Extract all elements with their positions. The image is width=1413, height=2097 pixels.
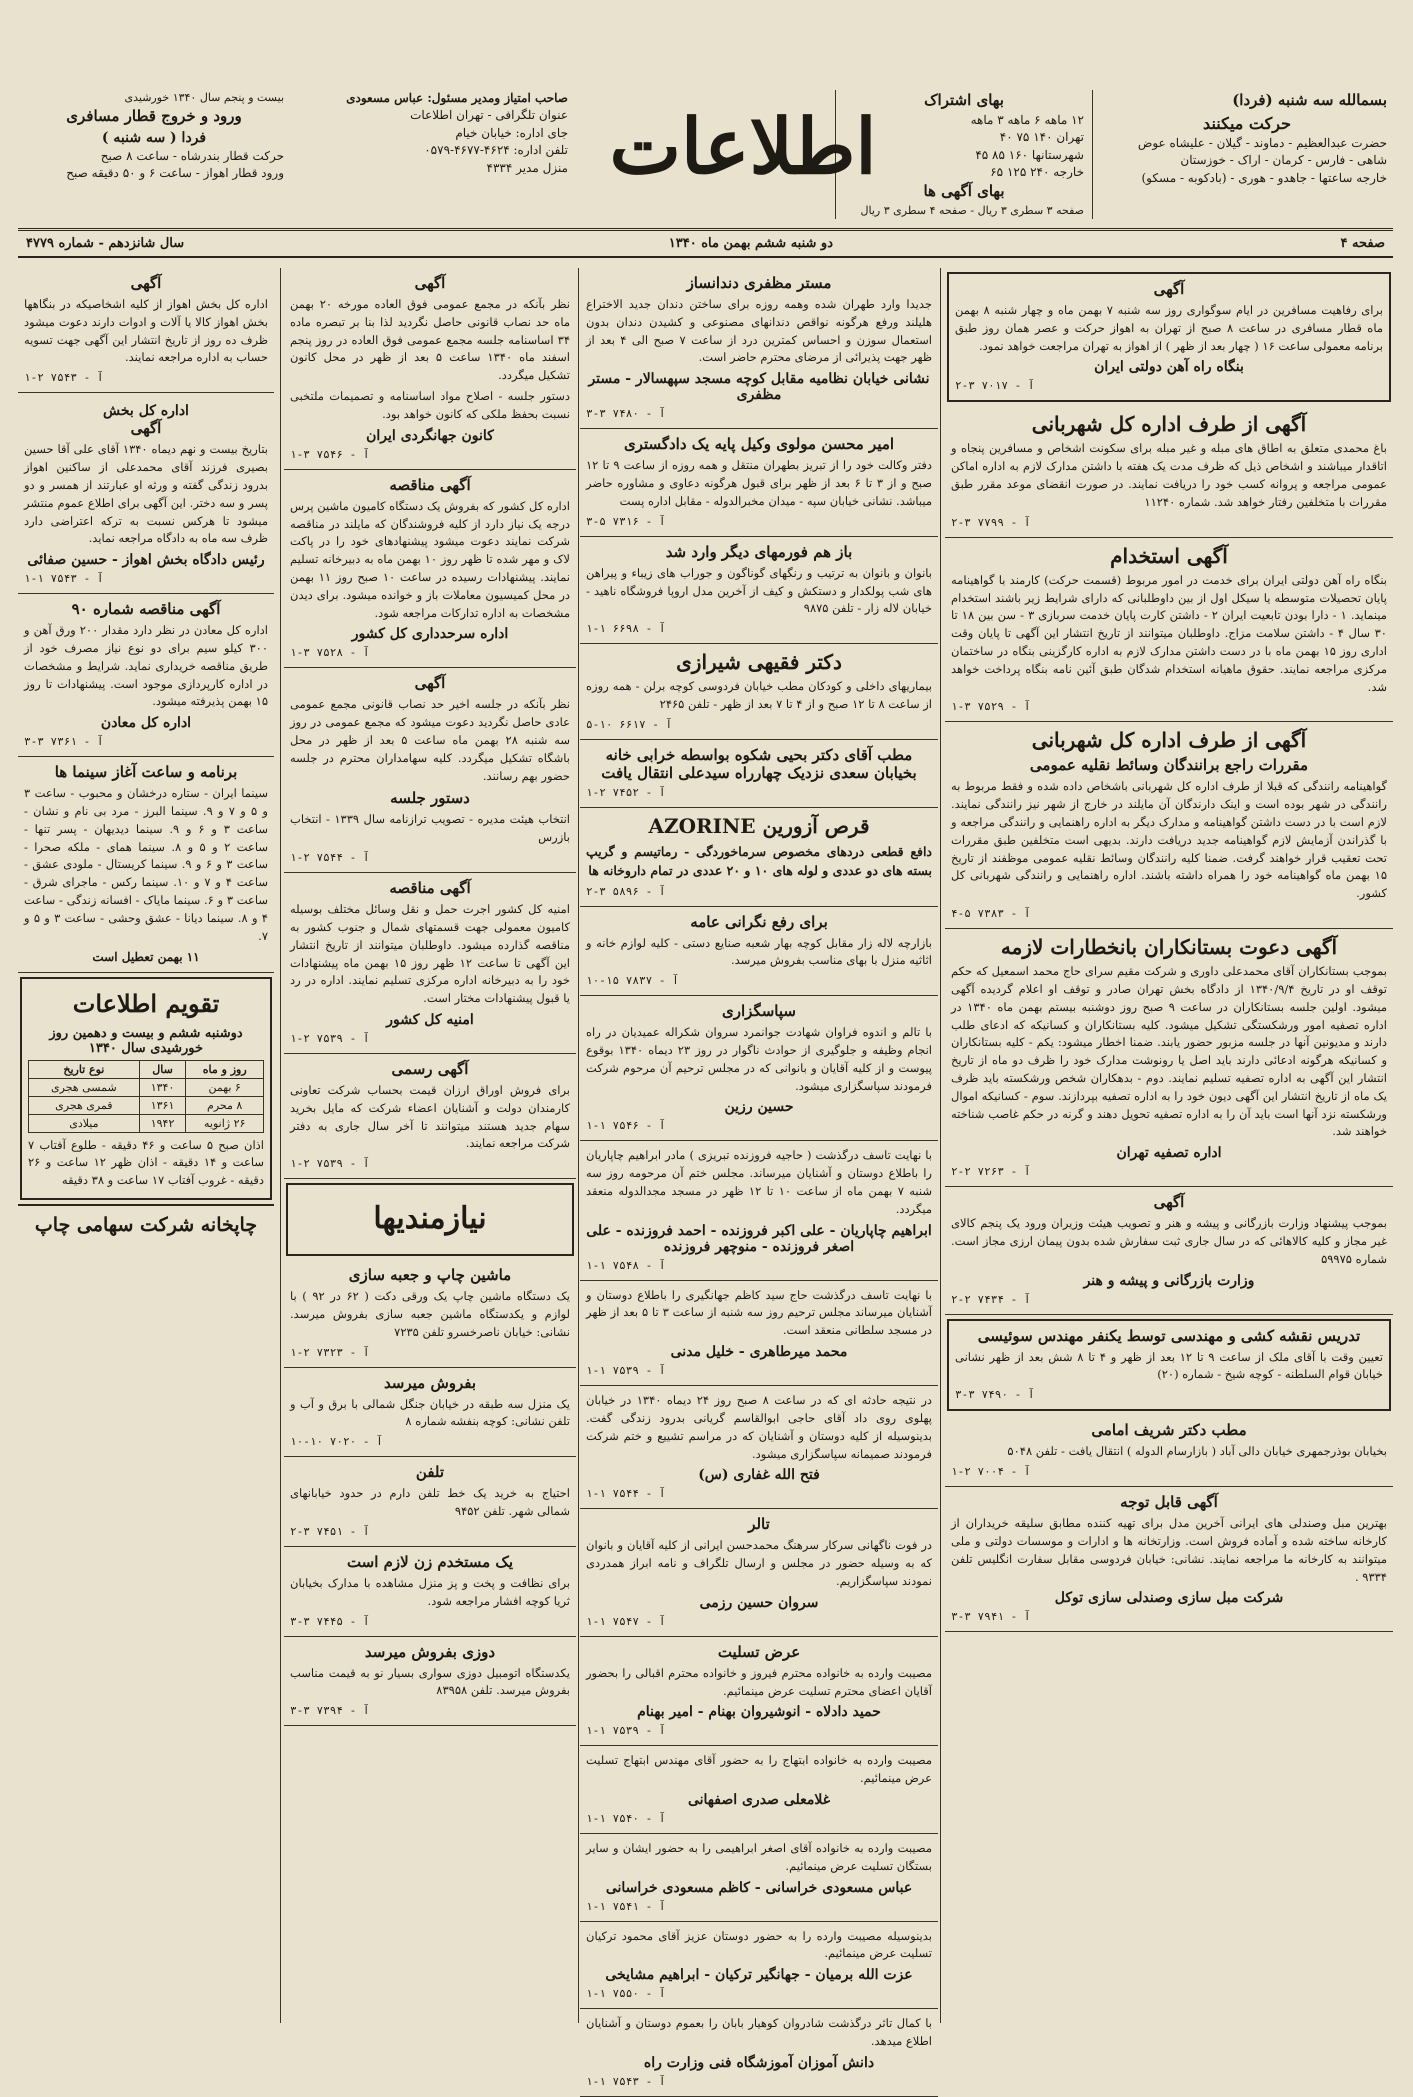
ad-block xyxy=(580,808,938,907)
ad-block xyxy=(945,406,1393,537)
ad-body: با تالم و اندوه فراوان شهادت جوانمرد سروان شکراله عمیدیان در راه انجام وظیفه و جلوگیری از حوادث ناگوار در روز ۲۳ دیماه ۱۳۴۰ بوقوع پیوست و از کلیه آقایان و بانوانی که در مجلس ترحیم آن مرحوم شرکت فرمودند سپاسگزاری میشود. xyxy=(586,1025,932,1093)
table-header-row xyxy=(29,1060,264,1078)
ad-code: آ - ۷۵۴۶ ۳-۱ xyxy=(290,447,370,461)
column-3 xyxy=(284,268,576,2023)
ad-signature: سروان حسین رزمی xyxy=(699,1594,819,1611)
ad-block xyxy=(284,470,576,669)
ad-body: اداره کل کشور که بفروش یک دستگاه کامیون ماشین پرس درجه یک نیاز دارد از کلیه فروشندگان که مایلند در مناقصه شرکت نمایند دعوت میشود پیشنهادهای خود را در پاکت لاک و مهر شده تا ظهر روز ۱۰ بهمن ماه به دبیرخانه تسلیم نمایند. پیشنهادات رسیده در ساعت ۱۰ صبح روز ۱۱ بهمن در محل کمیسیون معاملات باز و خوانده میشود. برای دیدن مشخصات به اداره تدارکات مراجعه شود. xyxy=(290,498,570,620)
issue-number: سال شانزدهم - شماره ۴۷۷۹ xyxy=(26,236,185,251)
ad-body: با کمال تاثر درگذشت شادروان کوهیار بابان را بعموم دوستان و آشنایان اطلاع میدهد. xyxy=(586,2016,932,2049)
printer-credit: چاپخانه شرکت سهامی چاپ xyxy=(18,1204,274,1244)
ad-body: بموجب بستانکاران آقای محمدعلی داوری و شرکت مقیم سرای حاج محمد اسمعیل که حکم توقف او در تاریخ ۱۳۴۰/۹/۴ از دادگاه بخش تهران صادر و توقف او اعلام گردیده آگهی میشود. اولین جلسه بستانکاران در ساعت ۹ صبح روز دوشنبه بیستم بهمن ماه ۱۳۴۰ در اداره تصفیه امور ورشکستگی تشکیل میشود. کلیه بستانکاران و کسانیکه که ادعای طلب دارند و مدیونین آنها در جلسه مزبور حضور یابند. ضمنا اخطار میشود: یکم - کلیه بستانکاران و کسانیکه هرگونه ادعائی دارند باید اصل یا رونوشت مدارک خود را ظرف دو ماه از تاریخ انتشار این آگهی به اداره تصفیه تسلیم نمایند. دوم - بدهکاران شخص ورشکسته باید ظرف یک ماه از تاریخ انتشار این آگهی دیون خود را به اداره تصفیه بپردازند. سوم - کسانیکه اموال ورشکسته نزد آنها است باید آن را به اداره تصفیه تحویل دهند و گرنه در حکم غاصب شناخته خواهند شد. xyxy=(951,964,1387,1139)
ad-code: آ - ۷۹۴۱ ۳-۳ xyxy=(951,1610,1031,1624)
ad-code: آ - ۷۴۵۲ ۲-۱ xyxy=(586,785,666,799)
table-cell: ۸ محرم xyxy=(186,1096,264,1114)
ad-signature: عباس مسعودی خراسانی - کاظم مسعودی خراسانی xyxy=(605,1879,913,1896)
ad-block xyxy=(580,429,938,536)
ad-block xyxy=(580,1509,938,1636)
train-line: بیست و پنجم سال ۱۳۴۰ خورشیدی xyxy=(124,91,284,104)
ad-code: آ - ۷۳۲۳ ۲-۱ xyxy=(290,1345,370,1359)
table-cell: ۱۳۶۱ xyxy=(139,1096,186,1114)
ad-title: آگهی xyxy=(1153,1193,1185,1212)
ad-block xyxy=(284,268,576,470)
table-header: سال xyxy=(139,1060,186,1078)
ad-signature: شرکت مبل سازی وصندلی سازی توکل xyxy=(1054,1590,1284,1607)
ad-code: آ - ۷۳۹۴ ۳-۳ xyxy=(290,1704,370,1718)
ad-block xyxy=(580,1834,938,1922)
ad-body: بخیابان بوذرجمهری خیابان دالی آباد ( بازارسام الدوله ) انتقال یافت - تلفن ۵۰۴۸ xyxy=(1007,1444,1387,1459)
ad-title: مستر مظفری دندانساز xyxy=(686,274,832,292)
right-header-line: شاهی - فارس - کرمان - اراک - خوزستان xyxy=(1180,153,1387,168)
ad-block xyxy=(580,2009,938,2097)
right-header-line: خارجه ساعتها - جاهدو - هوری - (بادکوبه - مسکو) xyxy=(1141,170,1387,185)
ad-code: آ - ۷۳۱۶ ۵-۳ xyxy=(586,514,666,528)
ad-block xyxy=(284,1547,576,1637)
publisher-line: صاحب امتیاز ومدیر مسئول: عباس مسعودی xyxy=(346,91,568,105)
ad-title: برنامه و ساعت آغاز سینما ها xyxy=(54,763,238,782)
ad-body: اداره کل معادن در نظر دارد مقدار ۲۰۰ ورق آهن و ۳۰۰ کیلو سیم برای دو نوع نیاز مصرف خود از طریق مناقصه خریداری نماید. شرایط و مشخصات در اداره کارپردازی موجود است. پیشنهادات تا روز ۱۵ بهمن پذیرفته میشود. xyxy=(24,623,268,709)
ad-title: یک مستخدم زن لازم است xyxy=(346,1552,514,1571)
ad-title: آگهی قابل توجه xyxy=(1120,1493,1218,1512)
masthead-header xyxy=(18,78,1393,231)
ad-signature: محمد میرطاهری - خلیل مدنی xyxy=(670,1344,848,1361)
ad-code: آ - ۷۵۳۹ ۱-۱ xyxy=(586,1364,666,1378)
subscription-line: تهران ۱۴۰ ۷۵ ۴۰ xyxy=(999,130,1084,145)
ad-code: آ - ۷۵۴۷ ۱-۱ xyxy=(586,1614,666,1628)
ad-signature: حمید دادلاه - انوشیروان بهنام - امیر بهنام xyxy=(637,1704,881,1721)
ad-title: آگهی مناقصه xyxy=(389,879,471,898)
ad-body: بموجب پیشنهاد وزارت بازرگانی و پیشه و هنر و تصویب هیئت وزیران ورود یک پنجم کالای غیر مجاز و کلیه کالاهائی که در سال جاری ثبت سفارش شده بدون پیمان ارزی مجاز است. شماره ۵۹۹۷۵ xyxy=(951,1216,1387,1266)
ad-block xyxy=(580,537,938,644)
ad-block xyxy=(580,907,938,997)
column-1 xyxy=(945,268,1393,2023)
train-line: حرکت قطار بندرشاه - ساعت ۸ صبح xyxy=(100,148,284,163)
ad-body: گواهینامه رانندگی که قبلا از طرف اداره کل شهربانی باشخاص داده شده و فقط مربوط به رانندگی در شهر بوده است و اینک دارندگان آن مایلند در خارج از شهر نیز رانندگی نمایند. لازم است با در دست داشتن گواهینامه و مدارک دیگر به اداره راهنمایی و رانندگی مراجعه و با گذراندن آزمایش لازم گواهینامه جدید دریافت دارند. بدیهی است متخلفین طبق مقررات تحت تعقیب قرار خواهند گرفت. ضمنا کلیه رانندگان وسائط نقلیه عمومی موظفند از تاریخ ۱۵ بهمن ماه گواهینامه خود را همراه داشته باشند. اداره راهنمایی و رانندگی شهربانی کل کشور. xyxy=(951,779,1387,901)
publisher-line: عنوان تلگرافی - تهران اطلاعات xyxy=(410,108,568,123)
ad-code: آ - ۷۰۲۰ ۱۰-۱۰ xyxy=(290,1435,383,1449)
ad-signature: اداره کل معادن xyxy=(100,715,192,732)
table-row xyxy=(29,1096,264,1114)
ad-code: آ - ۷۲۶۳ ۲-۲ xyxy=(951,1165,1031,1179)
ad-body: یک منزل سه طبقه در خیابان جنگل شمالی با برق و آب و تلفن نشانی: کوچه بنفشه شماره ۸ xyxy=(290,1396,570,1429)
ad-block xyxy=(580,1746,938,1834)
ad-block xyxy=(580,1281,938,1386)
ad-body: دستور جلسه - اصلاح مواد اساسنامه و تصمیمات ملتخبی نسبت بحفظ ملکی که کانون خواهد بود. xyxy=(290,389,570,421)
ad-code: آ - ۷۴۳۴ ۲-۲ xyxy=(951,1292,1031,1306)
table-cell: ۱۹۴۲ xyxy=(139,1114,186,1132)
ad-body: مصیبت وارده به خانواده آقای اصغر ابراهیمی را به حضور ایشان و سایر بستگان تسلیت عرض مینمائیم. xyxy=(586,1841,932,1873)
ad-title: آگهی استخدام xyxy=(1110,543,1228,568)
ad-body: در نتیجه حادثه ای که در ساعت ۸ صبح روز ۲۴ دیماه ۱۳۴۰ در خیابان پهلوی روی داد آقای حاجی ابوالقاسم گریانی بدرود زندگی گفت. بدینوسیله از کلیه دوستان و آشنایان که در مراسم تشییع و ختم شرکت فرمودند صمیمانه سپاسگزاری میشود. xyxy=(586,1393,932,1461)
ad-title: تلفن xyxy=(415,1463,445,1482)
ad-block xyxy=(580,644,938,740)
ad-title: آگهی رسمی xyxy=(391,1059,469,1078)
ad-code: آ - ۷۰۰۴ ۲-۱ xyxy=(951,1465,1031,1479)
ad-block xyxy=(284,1368,576,1458)
ad-code: آ - ۷۴۸۰ ۳-۳ xyxy=(586,407,666,421)
ad-body: برای رفاهیت مسافرین در ایام سوگواری روز سه شنبه ۷ بهمن ماه و چهار شنبه ۸ بهمن ماه قطار مسافری در ساعت ۸ صبح از تهران به اهواز حرکت و عصر همان روز طبق برنامه معمولی ساعت ۱۶ ( چهار بعد از ظهر ) از اهواز به تهران مراجعت خواهد نمود. xyxy=(955,303,1384,353)
ad-signature: اداره سرحدداری کل کشور xyxy=(351,626,509,643)
train-box xyxy=(24,90,284,183)
ad-signature: فتح الله غفاری (س) xyxy=(698,1467,820,1484)
ad-body: تعیین وقت با آقای ملک از ساعت ۹ تا ۱۲ بعد از ظهر و ۴ تا ۸ شش بعد از ظهر نشانی خیابان قوام السلطنه - کوچه شیخ - شماره (۲۰) xyxy=(955,1349,1383,1382)
masthead-title: اطلاعات xyxy=(609,102,877,191)
ad-code: آ - ۷۴۵۱ ۳-۲ xyxy=(290,1524,370,1538)
ad-code: آ - ۷۵۴۳ ۱-۱ xyxy=(24,572,104,586)
ad-subtitle: مقررات راجع برانندگان وسائط نقلیه عمومی xyxy=(1029,756,1309,775)
ad-body: دفتر وکالت خود را از تبریز بطهران منتقل و همه روزه از ساعت ۹ تا ۱۲ صبح و از ۳ تا ۶ بعد از ظهر برای قبول هرگونه دعاوی و مشاوره حاضر میباشد. نشانی خیابان سپه - میدان مخبرالدوله - مقابل اداره پست xyxy=(586,458,932,508)
ad-block xyxy=(284,1637,576,1727)
ad-block xyxy=(18,268,274,393)
ad-body: یک دستگاه ماشین چاپ یک ورقی دکت ( ۶۲ در ۹۲ ) با لوازم و یکدستگاه ماشین جعبه سازی بفروش میرسد. نشانی: خیابان ناصرخسرو تلفن ۷۲۳۵ xyxy=(290,1289,570,1339)
column-4 xyxy=(18,268,274,2023)
issue-date: دو شنبه ششم بهمن ماه ۱۳۴۰ xyxy=(668,236,833,251)
ad-code: آ - ۷۸۳۷ ۱۵-۱۰ xyxy=(586,974,679,988)
table-cell: شمسی هجری xyxy=(29,1078,140,1096)
ad-title: آگهی xyxy=(130,419,162,438)
subscription-line: خارجه ۲۴۰ ۱۲۵ ۶۵ xyxy=(990,164,1084,179)
ad-title: آگهی از طرف اداره کل شهربانی xyxy=(1031,728,1307,753)
table-row xyxy=(29,1078,264,1096)
table-cell: میلادی xyxy=(29,1114,140,1132)
ad-body: بازارچه لاله زار مقابل کوچه بهار شعبه صنایع دستی - کلیه لوازم خانه و اثاثیه منزل با بهای مناسب بفروش میرسد. xyxy=(586,935,932,968)
ad-block xyxy=(580,996,938,1141)
subscription-line: شهرستانها ۱۶۰ ۸۵ ۴۵ xyxy=(975,147,1084,162)
ad-title: آگهی مناقصه شماره ۹۰ xyxy=(71,600,221,619)
ad-body: بدینوسیله مصیبت وارده را به حضور دوستان عزیز آقای محمود ترکیان تسلیت عرض مینمائیم. xyxy=(586,1928,932,1961)
ad-signature: وزارت بازرگانی و پیشه و هنر xyxy=(1083,1272,1255,1289)
ad-title: بفروش میرسد xyxy=(383,1373,477,1392)
ad-code: آ - ۷۵۳۹ ۱-۱ xyxy=(586,1724,666,1738)
table-header: نوع تاریخ xyxy=(29,1060,140,1078)
table-row xyxy=(29,1114,264,1132)
ad-body: برای نظافت و پخت و پز منزل مشاهده با مدارک بخیابان ثریا کوچه افشار مراجعه شود. xyxy=(290,1575,570,1608)
ad-title: سپاسگزاری xyxy=(722,1002,796,1021)
ad-title: باز هم فورمهای دیگر وارد شد xyxy=(665,542,853,561)
ad-price-line: صفحه ۳ سطری ۳ ریال - صفحه ۴ سطری ۳ ریال xyxy=(860,204,1084,218)
ad-title: آگهی دعوت بستانکاران بانخطارات لازمه xyxy=(1000,935,1338,960)
ad-body: نظر بآنکه در جلسه اخیر حد نصاب قانونی مجمع عمومی عادی حاصل نگردید دعوت میشود که مجمع عمومی در روز سه شنبه ۲۸ بهمن ماه ساعت ۵ بعد از ظهر در محل باشگاه تشکیل میگردد. کلیه سهامداران محترم در جلسه حضور بهم رسانند. xyxy=(290,697,571,783)
ad-body: باغ محمدی متعلق به اطاق های مبله و غیر مبله برای سکونت اشخاص و مسافرین پنجاه و اتاقدار میباشند و اشخاص ذیل که ظرف مدت یک هفته با داشتن مدارک لازم به اداره اماکن عمومی مراجعه و پروانه کسب خود را دریافت نمایند. در صورت انقضای موعد مقرر طبق مقررات با متخلفین رفتار خواهد شد. شماره ۱۱۲۴۰ xyxy=(951,441,1387,509)
ad-code: آ - ۷۳۸۳ ۵-۴ xyxy=(951,907,1031,921)
ad-code: آ - ۷۵۴۳ ۱-۱ xyxy=(586,2074,666,2088)
ad-code: آ - ۷۵۴۳ ۲-۱ xyxy=(24,371,104,385)
ad-code: آ - ۷۷۹۹ ۳-۲ xyxy=(951,515,1031,529)
ad-note: ۱۱ بهمن تعطیل است xyxy=(92,949,200,964)
ad-code: آ - ۷۳۶۱ ۳-۳ xyxy=(24,735,104,749)
ad-body: انتخاب هیئت مدیره - تصویب ترازنامه سال ۱۳۳۹ - انتخاب بازرس xyxy=(290,812,570,845)
ad-title: آگهی xyxy=(414,674,446,693)
column-2 xyxy=(580,268,938,2088)
ad-title: مطب دکتر شریف امامی xyxy=(1091,1421,1247,1440)
ad-body: بتاریخ بیست و نهم دیماه ۱۳۴۰ آقای علی آقا حسین بصیری فرزند آقای محمدعلی از ساکنین اهواز بدرود زندگی گفته و ورثه او عبارتند از همسر و دو پسر و سه دختر. این آگهی برای اطلاع عموم منتشر میشود تا هرکس نسبت به ترکه اعتراضی دارد ظرف سه ماه به دادگاه مراجعه نماید. xyxy=(24,442,268,546)
ad-code: آ - ۷۵۳۹ ۲-۱ xyxy=(290,1157,370,1171)
table-cell: ۱۳۴۰ xyxy=(139,1078,186,1096)
ad-body: یکدستگاه اتومبیل دوزی سواری بسیار نو به قیمت مناسب بفروش میرسد. تلفن ۸۳۹۵۸ xyxy=(290,1665,570,1698)
train-title: ورود و خروج قطار مسافری xyxy=(66,106,242,125)
ad-signature: غلامعلی صدری اصفهانی xyxy=(687,1792,831,1808)
ad-block xyxy=(284,1260,576,1367)
ad-block xyxy=(18,393,274,594)
ad-block xyxy=(284,1054,576,1179)
ad-block xyxy=(580,1386,938,1509)
ad-block xyxy=(580,1637,938,1747)
ad-code: آ - ۵۸۹۶ ۳-۲ xyxy=(586,884,666,898)
ad-title: دوزی بفروش میرسد xyxy=(364,1642,496,1661)
publisher-box xyxy=(298,90,568,177)
ad-body: مصیبت وارده به خانواده محترم فیروز و خانواده محترم اقبالی را بحضور آقایان اعضای محترم تسلیت عرض مینمائیم. xyxy=(586,1665,932,1698)
ad-signature: نشانی خیابان نظامیه مقابل کوچه مسجد سپهسالار - مستر مظفری xyxy=(588,371,930,404)
table-cell: قمری هجری xyxy=(29,1096,140,1114)
ad-body: امنیه کل کشور اجرت حمل و نقل وسائل مختلف بوسیله کامیون معمولی جهت قسمتهای شمال و جنوب کشور به مناقصه گذارده میشود. داوطلبان میتوانند از تاریخ انتشار این آگهی تا ساعت ۱۲ ظهر روز ۱۵ بهمن ماه پیشنهادات خود را به دبیرخانه اداره مرکزی تسلیم نمایند. اداره در رد یا قبول پیشنهادات مختار است. xyxy=(290,902,570,1006)
train-line: فردا ( سه شنبه ) xyxy=(101,129,207,146)
ad-title: ماشین چاپ و جعبه سازی xyxy=(348,1266,512,1285)
ad-code: آ - ۷۰۱۷ ۳-۲ xyxy=(955,379,1035,393)
ad-title: آگهی از طرف اداره کل شهربانی xyxy=(1031,412,1307,437)
ad-block xyxy=(945,1487,1393,1632)
ad-body: احتیاج به خرید یک خط تلفن دارم در حدود خیابانهای شمالی شهر. تلفن ۹۴۵۲ xyxy=(290,1486,570,1519)
ad-signature: بنگاه راه آهن دولتی ایران xyxy=(1094,359,1244,376)
ad-signature: دانش آموزان آموزشگاه فنی وزارت راه xyxy=(643,2054,875,2071)
table-cell: ۲۶ ژانویه xyxy=(186,1114,264,1132)
ad-body: بهترین مبل وصندلی های ایرانی آخرین مدل برای تهیه کننده مطابق سلیقه خریداران از کارخانه ساخته شده و آماده فروش است. وزارتخانه ها و ادارات و موسسات دولتی و ملی میتوانند به کارخانه ما مراجعه نمایند. نشانی: خیابان فردوسی مقابل سفارت انگلیس تلفن ۹۳۳۴ . xyxy=(951,1516,1387,1584)
publisher-line: تلفن اداره: ۴۶۲۴-۴۶۷۷-۰۵۷۹ xyxy=(424,143,568,158)
ad-body: بنگاه راه آهن دولتی ایران برای خدمت در امور مربوط (قسمت حرکت) کارمند با گواهینامه پایان تحصیلات متوسطه یا سیکل اول از بین داوطلبانی که دارای شرایط زیر باشند استخدام مینماید. ۱ - دارا بودن تابعیت ایران ۲ - داشتن کارت پایان خدمت سربازی ۳ - سن بین ۱۸ تا ۳۰ سال ۴ - داشتن سلامت مزاج. داوطلبان میتوانند از تاریخ انتشار این آگهی تا پایان وقت اداری روز ۱۵ بهمن ماه با در دست داشتن مدارک لازم به اداره کارگزینی بنگاه در ساختمان مرکزی مراجعه نمایند. حقوق ماهیانه استخدام شدگان طبق آئین نامه بنگاه پرداخت خواهد شد. xyxy=(951,572,1387,694)
publisher-line: منزل مدیر ۴۳۳۴ xyxy=(486,160,568,175)
ad-body: دافع قطعی دردهای مخصوص سرماخوردگی - رماتیسم و گریپ بسته های دو عددی و لوله های ۱۰ و ۲۰ عددی در تمام داروخانه ها xyxy=(586,843,932,879)
ad-signature: اداره تصفیه تهران xyxy=(1116,1145,1222,1162)
ad-title: تدریس نقشه کشی و مهندسی توسط یکنفر مهندس سوئیسی xyxy=(977,1326,1361,1345)
ad-body: برای فروش اوراق ارزان قیمت بحساب شرکت تعاونی کارمندان دولت و آشنایان اعضاء شرکت که مایل بخرید سهام جدید هستند میتوانند تا آخر سال جاری به دفتر شرکت مراجعه نمایند. xyxy=(290,1082,570,1151)
ad-body: بانوان و بانوان به ترتیب و رنگهای گوناگون و جوراب های زیباء و پیراهن های شب پولکدار و دستکش و کیف از آخرین مدل اروپا فروشگاه ناهید - خیابان لاله زار - تلفن ۹۸۷۵ xyxy=(586,565,932,616)
ad-signature: ابراهیم چاپاریان - علی اکبر فروزنده - احمد فروزنده - علی اصغر فروزنده - منوچهر فروزنده xyxy=(586,1222,932,1255)
ad-code: آ - ۷۵۲۸ ۳-۱ xyxy=(290,646,370,660)
classifieds-banner xyxy=(286,1183,574,1256)
ad-code: آ - ۶۶۹۸ ۱-۱ xyxy=(586,622,666,636)
newspaper-page xyxy=(18,78,1393,2088)
ad-code: آ - ۷۵۴۱ ۱-۱ xyxy=(586,1899,666,1913)
calendar-table xyxy=(28,1060,264,1133)
ad-title: برای رفع نگرانی عامه xyxy=(690,912,828,931)
ad-code: آ - ۷۵۵۰ ۱-۱ xyxy=(586,1987,666,2001)
ad-block xyxy=(945,1187,1393,1314)
ad-code: آ - ۷۴۹۰ ۳-۳ xyxy=(955,1388,1035,1402)
ad-block xyxy=(945,1415,1393,1487)
ad-signature: اداره کل بخش xyxy=(103,403,189,420)
right-header-box xyxy=(1107,90,1387,187)
right-header-line: حرکت میکنند xyxy=(1203,113,1291,133)
ad-code: آ - ۷۵۴۸ ۱-۱ xyxy=(586,1258,666,1272)
prayer-times: اذان صبح ۵ ساعت و ۴۶ دقیقه - طلوع آفتاب ۷ ساعت و ۱۴ دقیقه - اذان ظهر ۱۲ ساعت و ۲۶ دقیقه - غروب آفتاب ۱۷ ساعت و ۳۸ دقیقه xyxy=(28,1137,264,1188)
ad-title: آگهی xyxy=(1153,280,1185,298)
ad-block xyxy=(580,268,938,429)
ad-body: بیماریهای داخلی و کودکان مطب خیابان فردوسی کوچه برلن - همه روزه از ساعت ۸ تا ۱۲ صبح و از ۴ تا ۷ بعد از ظهر - تلفن ۲۴۶۵ xyxy=(586,679,932,711)
ad-subtitle: دستور جلسه xyxy=(390,789,470,808)
ad-price-title: بهای آگهی ها xyxy=(923,182,1005,201)
ad-body: با نهایت تاسف درگذشت حاج سید کاظم جهانگیری را باطلاع دوستان و آشنایان میرساند مجلس ترحیم روز سه شنبه از ساعت ۳ تا ۵ بعد از ظهر در مسجد سلطانی منعقد است. xyxy=(586,1287,932,1338)
ad-block xyxy=(945,929,1393,1187)
ad-code: آ - ۶۶۱۷ ۱۰-۵ xyxy=(586,717,673,731)
table-header: روز و ماه xyxy=(186,1060,264,1078)
ad-body: در فوت ناگهانی سرکار سرهنگ محمدحسن ایرانی از کلیه آقایان و بانوان که به وسیله حضور در مجلس و ارسال تلگراف و نامه ابراز همدردی نمودند سپاسگزاریم. xyxy=(586,1538,932,1588)
right-header-line: بسمالله سه شنبه (فردا) xyxy=(1232,91,1387,109)
ad-signature: رئیس دادگاه بخش اهواز - حسین صفائی xyxy=(27,552,265,569)
ad-code: آ - ۷۵۴۴ ۱-۱ xyxy=(586,1487,666,1501)
ad-title: مطب آقای دکتر بحیی شکوه بواسطه خرابی خانه بخیابان سعدی نزدیک چهارراه سیدعلی انتقال یافت xyxy=(601,745,917,782)
subscription-title: بهای اشتراک xyxy=(924,91,1004,109)
ad-block xyxy=(18,594,274,757)
ad-signature: امنیه کل کشور xyxy=(386,1011,474,1028)
ad-block xyxy=(947,1319,1391,1412)
ad-title: آگهی مناقصه xyxy=(389,475,471,494)
ad-block xyxy=(18,757,274,972)
ad-body: نظر بآنکه در مجمع عمومی فوق العاده مورخه ۲۰ بهمن ماه حد نصاب قانونی حاصل نگردید لذا بنا بر تبصره ماده ۳۴ اساسنامه جلسه مجمع عمومی فوق العاده در روز پنجم اسفند ماه ۱۳۴۰ ساعت ۵ بعد از ظهر در محل کانون تشکیل میگردد. xyxy=(290,297,571,383)
ad-body: مصیبت وارده به خانواده ابتهاج را به حضور آقای مهندس ابتهاج تسلیت عرض مینمائیم. xyxy=(586,1753,932,1786)
ad-code: آ - ۷۵۴۰ ۱-۱ xyxy=(586,1812,666,1825)
ad-block xyxy=(580,1922,938,2010)
classifieds-title: نیازمندیها xyxy=(373,1201,487,1237)
ad-title: تالر xyxy=(748,1515,770,1534)
ad-title: عرض تسلیت xyxy=(717,1642,801,1661)
ad-signature: کانون جهانگردی ایران xyxy=(366,427,494,444)
ad-signature: عزت الله برمیان - جهانگیر ترکیان - ابراهیم مشایخی xyxy=(605,1967,913,1984)
ad-title: آگهی xyxy=(130,274,162,292)
ad-block xyxy=(284,668,576,873)
publisher-line: جای اداره: خیابان خیام xyxy=(455,125,568,140)
ad-body: جدیدا وارد طهران شده وهمه روزه برای ساختن دندان جدید الاختراع هلیلند ورفع هرگونه نواقص دندانهای مصنوعی و کشیدن دندان بدون استعمال سوزن و احساس کمترین درد از ساعت ۷ صبح الی ۴ بعد از ظهر جهت پذیرائی از مرضای محترم حاضر است. xyxy=(586,297,932,365)
ad-code: آ - ۷۴۴۵ ۳-۳ xyxy=(290,1614,370,1628)
ad-title: قرص آزورین AZORINE xyxy=(648,813,870,838)
table-cell: ۶ بهمن xyxy=(186,1078,264,1096)
info-bar xyxy=(18,234,1393,258)
ad-body: سینما ایران - ستاره درخشان و محبوب - ساعت ۳ و ۵ و ۷ و ۹. سینما البرز - مرد بی نام و نشان - ساعت ۳ و ۶ و ۹. سینما دیدیهان - پسر تنها - ساعت ۲ و ۵ و ۸. سینما همای - ملکه صحرا - ساعت ۳ و ۶ و ۹. سینما کریستال - ملودی عشق - ساعت ۴ و ۷ و ۱۰. سینما رکس - ماجرای شرق - ساعت ۳ و ۶. سینما مایاک - افسانه زندگی - ساعت ۴ و ۸. سینما دیانا - عشق وحشی - ساعت ۳ و ۵ و ۷. xyxy=(24,786,269,943)
ad-block xyxy=(284,1457,576,1547)
ad-code: آ - ۷۵۴۶ ۱-۱ xyxy=(586,1119,666,1133)
ad-signature: حسین رزین xyxy=(724,1099,794,1116)
train-line: ورود قطار اهواز - ساعت ۶ و ۵۰ دقیقه صبح xyxy=(66,166,284,181)
page-number: صفحه ۴ xyxy=(1340,236,1385,251)
ad-block xyxy=(580,740,938,808)
ad-title: دکتر فقیهی شیرازی xyxy=(676,650,842,675)
right-header-line: حضرت عبدالعظیم - دماوند - گیلان - علیشاه عوض xyxy=(1137,135,1387,150)
subscription-line: ۱۲ ماهه ۶ ماهه ۳ ماهه xyxy=(970,112,1084,127)
ad-body: اداره کل بخش اهواز از کلیه اشخاصیکه در بنگاهها بخش اهواز کالا یا آلات و ادوات دارند دعوت میشود ظرف ده روز از تاریخ انتشار این آگهی جهت تسویه حساب به اداره مراجعه نمایند. xyxy=(24,297,268,365)
ad-code: آ - ۷۵۴۴ ۲-۱ xyxy=(290,851,370,865)
ad-block xyxy=(947,272,1391,402)
ad-code: آ - ۷۵۳۹ ۲-۱ xyxy=(290,1031,370,1045)
ad-title: آگهی xyxy=(414,274,446,292)
calendar-box xyxy=(20,977,272,1200)
ad-body: با نهایت تاسف درگذشت ( حاجیه فروزنده تبریزی ) مادر ابراهیم چاپاریان را باطلاع دوستان و آشنایان میرساند. مجلس ختم آن مرحومه روز سه شنبه ۷ بهمن ماه از ساعت ۱۰ تا ۱۲ ظهر در مسجد مجدالدوله منعقد میگردد. xyxy=(586,1148,933,1216)
calendar-subtitle: دوشنبه ششم و بیست و دهمین روز خورشیدی سال ۱۳۴۰ xyxy=(49,1025,243,1056)
ad-block xyxy=(284,873,576,1054)
ad-block xyxy=(945,538,1393,723)
ad-code: آ - ۷۵۲۹ ۳-۱ xyxy=(951,700,1031,714)
ad-title: امیر محسن مولوی وکیل پایه یک دادگستری xyxy=(623,435,895,454)
ad-block xyxy=(580,1141,938,1280)
ad-block xyxy=(945,722,1393,929)
calendar-title: تقویم اطلاعات xyxy=(72,988,220,1018)
